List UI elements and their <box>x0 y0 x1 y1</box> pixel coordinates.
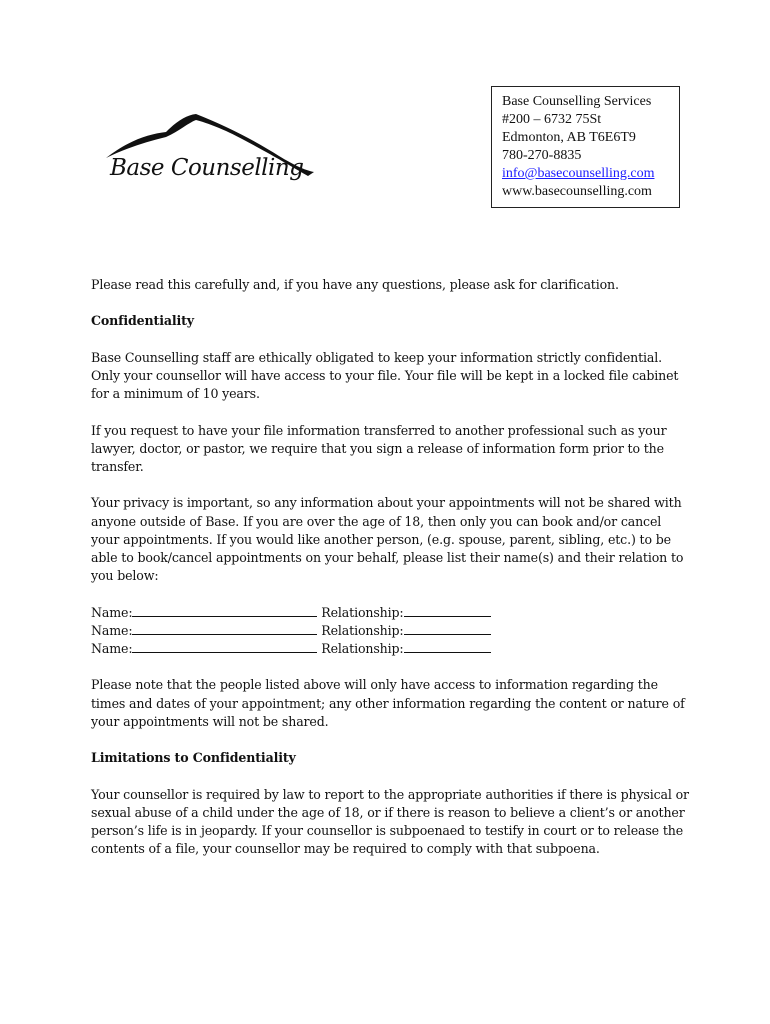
name-label: Name: <box>91 640 133 656</box>
website: www.basecounselling.com <box>502 184 652 199</box>
intro-paragraph: Please read this carefully and, if you have any questions, please ask for clarification. <box>91 277 619 292</box>
relationship-field[interactable] <box>404 622 491 635</box>
relationship-field[interactable] <box>404 640 491 653</box>
limitations-heading: Limitations to Confidentiality <box>91 750 296 766</box>
base-counselling-logo <box>104 110 319 192</box>
limitations-paragraph: Your counsellor is required by law to report to the appropriate authorities if there is physical or sexual abuse of a child under the age of 18, or if there is reason to believe a client’s or another person’s life is in jeopardy. If your counsellor is subpoenaed to testify in court or to release the contents of a file, your counsellor may be required to comply with that subpoena. <box>91 786 689 857</box>
address-box <box>491 86 680 208</box>
form-row <box>91 604 691 622</box>
confidentiality-heading: Confidentiality <box>91 313 194 329</box>
form-row <box>91 622 691 640</box>
privacy-paragraph: Your privacy is important, so any information about your appointments will not be shared with anyone outside of Base. If you are over the age of 18, then only you can book and/or cancel your appointments. If you would like another person, (e.g. spouse, parent, sibling, etc.) to be able to book/cancel appointments on your behalf, please list their name(s) and their relation to you below: <box>91 495 684 584</box>
name-label: Name: <box>91 622 133 638</box>
authorized-persons-form <box>91 604 691 659</box>
document-body <box>91 276 691 877</box>
name-field[interactable] <box>132 604 317 617</box>
phone-number: 780-270-8835 <box>502 148 582 163</box>
street-address: #200 – 6732 75St <box>502 112 602 127</box>
transfer-paragraph: If you request to have your file information transferred to another professional such as your lawyer, doctor, or pastor, we require that you sign a release of information form prior to the transfer. <box>91 422 667 474</box>
form-row <box>91 640 691 658</box>
relationship-label: Relationship: <box>321 604 404 620</box>
relationship-label: Relationship: <box>321 640 404 656</box>
relationship-field[interactable] <box>404 604 491 617</box>
org-name: Base Counselling Services <box>502 94 652 109</box>
email-link[interactable]: info@basecounselling.com <box>502 166 655 181</box>
logo-text: Base Counselling <box>110 155 304 181</box>
name-field[interactable] <box>132 640 317 653</box>
confidentiality-paragraph: Base Counselling staff are ethically obligated to keep your information strictly confidential. Only your counsellor will have access to your file. Your file will be kept in a locked file cabinet for a minimum of 10 years. <box>91 349 679 402</box>
city-postal: Edmonton, AB T6E6T9 <box>502 130 636 145</box>
name-label: Name: <box>91 604 133 620</box>
name-field[interactable] <box>132 622 317 635</box>
relationship-label: Relationship: <box>321 622 404 638</box>
access-note-paragraph: Please note that the people listed above will only have access to information regarding the times and dates of your appointment; any other information regarding the content or nature of your appointments will not be shared. <box>91 677 685 729</box>
